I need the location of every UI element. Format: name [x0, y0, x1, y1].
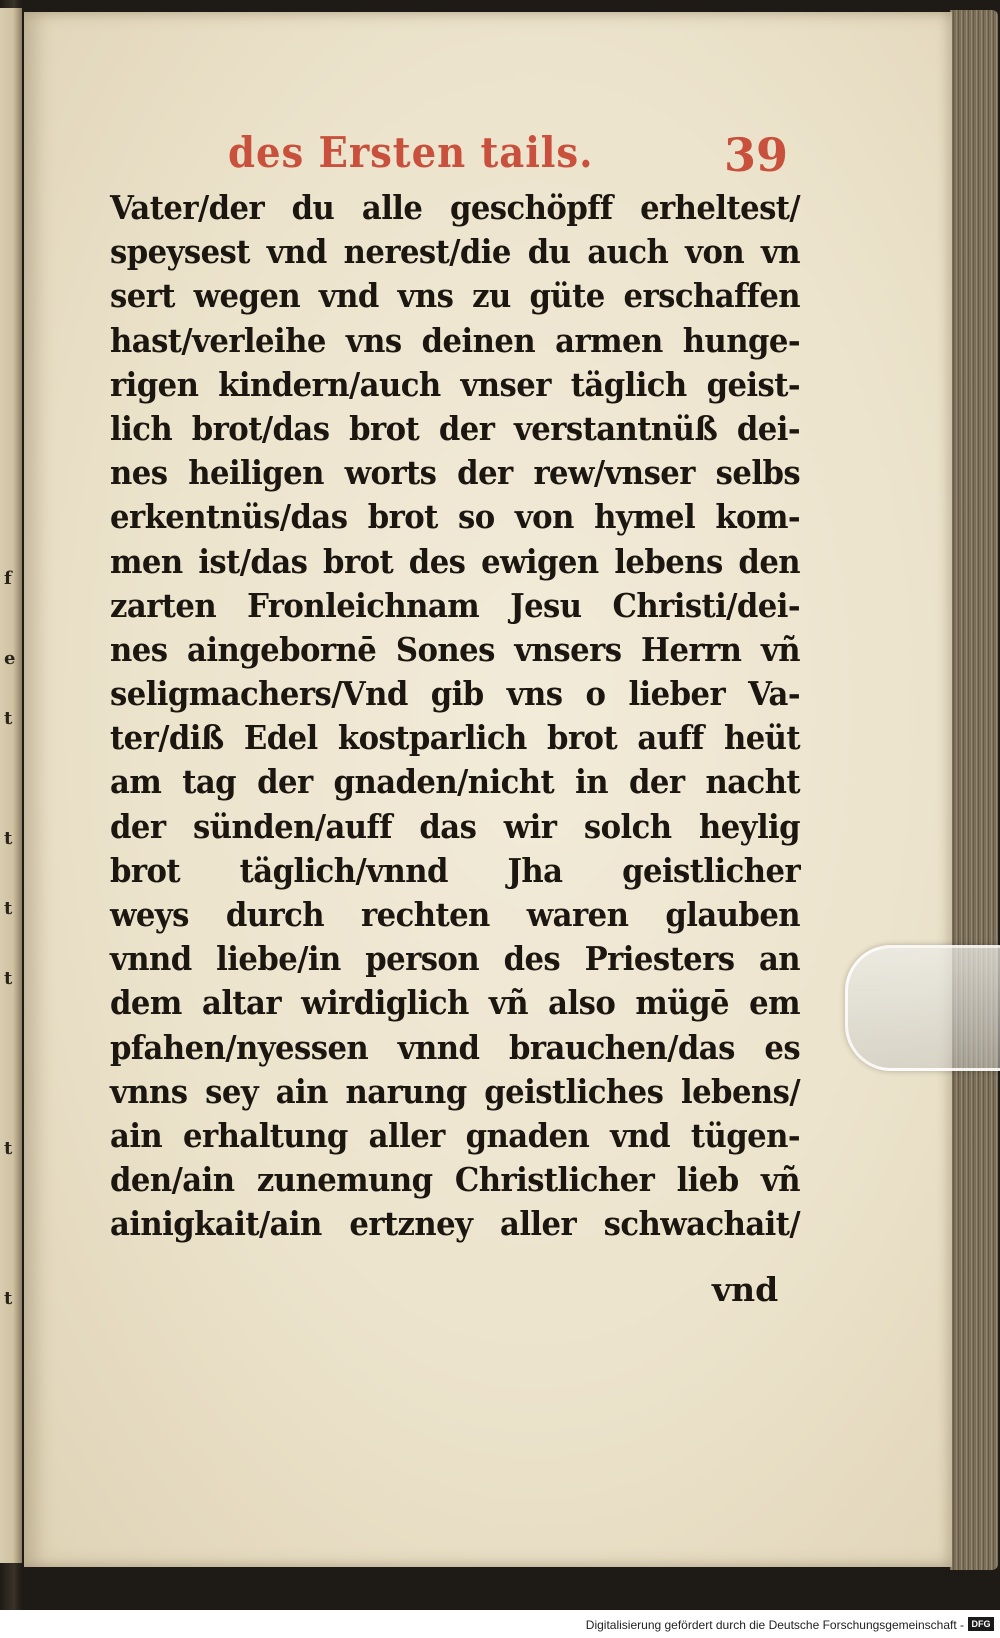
- body-text: [110, 186, 800, 1247]
- text-line: lich brot/das brot der verstantnüß dei-: [110, 408, 801, 448]
- text-line: den/ain zunemung Christlicher lieb vñ: [110, 1160, 801, 1200]
- running-title: des Ersten tails.: [228, 128, 594, 177]
- text-line: ain erhaltung aller gnaden vnd tügen-: [110, 1115, 801, 1155]
- dfg-logo: DFG: [968, 1617, 994, 1631]
- text-line: speysest vnd nerest/die du auch von vn: [110, 232, 801, 272]
- text-line: weys durch rechten waren glauben: [110, 895, 801, 934]
- text-line: ainigkait/ain ertzney aller schwachait/: [110, 1204, 801, 1244]
- facing-page-edge: f e t t t t t t: [0, 8, 22, 1563]
- text-line: nes heiligen worts der rew/vnser selbs: [110, 453, 801, 493]
- text-line: Vater/der du alle geschöpff erheltest/: [110, 188, 801, 227]
- text-line: hast/verleihe vns deinen armen hunge-: [110, 320, 801, 360]
- text-line: am tag der gnaden/nicht in der nacht: [110, 762, 801, 802]
- text-line: sert wegen vnd vns zu güte erschaffen: [110, 276, 801, 316]
- text-line: ter/diß Edel kostparlich brot auff heüt: [110, 718, 801, 758]
- text-line: der sünden/auff das wir solch heylig: [110, 806, 801, 846]
- text-line: vnns sey ain narung geistliches lebens/: [110, 1071, 801, 1111]
- text-line: zarten Fronleichnam Jesu Christi/dei-: [110, 585, 801, 625]
- funding-notice: Digitalisierung gefördert durch die Deutsche Forschungsgemeinschaft -: [585, 1618, 964, 1632]
- text-line: dem altar wirdiglich vñ also mügē em: [110, 983, 801, 1023]
- text-line: nes aingebornē Sones vnsers Herrn vñ: [110, 629, 801, 669]
- text-line: brot täglich/vnnd Jha geistlicher: [110, 850, 801, 890]
- text-line: erkentnüs/das brot so von hymel kom-: [110, 497, 801, 537]
- page-number: 39: [723, 128, 788, 182]
- text-line: seligmachers/Vnd gib vns o lieber Va-: [110, 674, 801, 714]
- text-line: men ist/das brot des ewigen lebens den: [110, 541, 801, 581]
- catchword: vnd: [712, 1270, 779, 1309]
- text-line: vnnd liebe/in person des Priesters an: [110, 939, 801, 979]
- text-line: rigen kindern/auch vnser täglich geist-: [110, 364, 801, 404]
- page-stack-edge: [950, 10, 998, 1570]
- page-header: [228, 128, 788, 188]
- page-clip: [845, 945, 1000, 1071]
- text-line: pfahen/nyessen vnnd brauchen/das es: [110, 1027, 801, 1067]
